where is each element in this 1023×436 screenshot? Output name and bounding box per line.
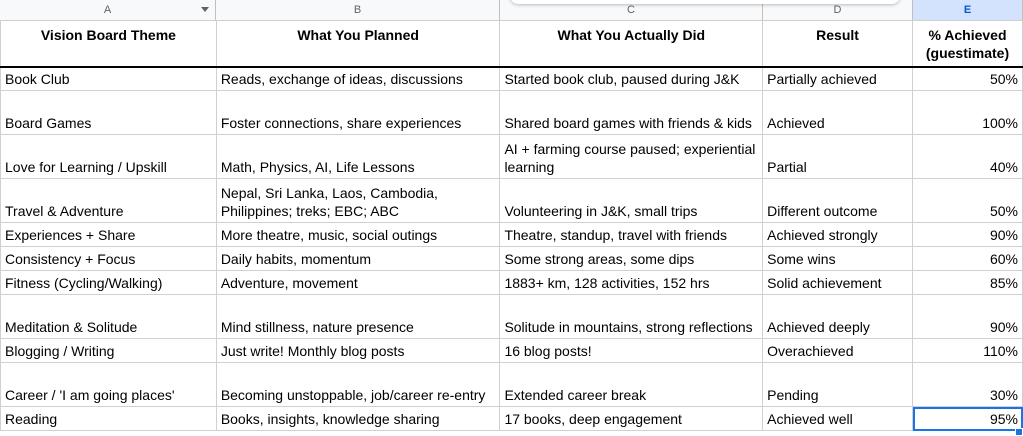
header-percent[interactable]: % Achieved (guestimate) <box>913 21 1023 67</box>
cell-result[interactable]: Achieved deeply <box>763 295 913 339</box>
cell-percent[interactable]: 40% <box>913 135 1023 179</box>
cell-actual[interactable]: Theatre, standup, travel with friends <box>500 223 763 247</box>
column-header-a[interactable] <box>0 0 216 20</box>
cell-planned[interactable]: Math, Physics, AI, Life Lessons <box>216 135 500 179</box>
table-row <box>1 135 1023 179</box>
cell-planned[interactable]: Foster connections, share experiences <box>216 91 500 135</box>
table-row <box>1 363 1023 407</box>
cell-planned[interactable]: Mind stillness, nature presence <box>216 295 500 339</box>
cell-theme[interactable]: Fitness (Cycling/Walking) <box>1 271 217 295</box>
cell-result[interactable]: Achieved <box>763 91 913 135</box>
cell-result[interactable]: Solid achievement <box>763 271 913 295</box>
cell-planned[interactable]: Just write! Monthly blog posts <box>216 339 500 363</box>
cell-theme[interactable]: Board Games <box>1 91 217 135</box>
cell-result[interactable]: Partially achieved <box>763 67 913 91</box>
cell-planned[interactable]: Adventure, movement <box>216 271 500 295</box>
table-row <box>1 271 1023 295</box>
cell-percent[interactable]: 50% <box>913 179 1023 223</box>
column-letter: B <box>353 4 362 16</box>
cell-theme[interactable]: Love for Learning / Upskill <box>1 135 217 179</box>
column-letter: D <box>833 4 842 16</box>
column-letter: A <box>103 4 112 16</box>
cell-theme[interactable]: Blogging / Writing <box>1 339 217 363</box>
cell-actual[interactable]: 16 blog posts! <box>500 339 763 363</box>
cell-theme[interactable]: Consistency + Focus <box>1 247 217 271</box>
cell-actual[interactable]: AI + farming course paused; experiential learning <box>500 135 763 179</box>
cell-percent[interactable]: 85% <box>913 271 1023 295</box>
header-row <box>1 21 1023 67</box>
cell-planned[interactable]: More theatre, music, social outings <box>216 223 500 247</box>
cell-result[interactable]: Overachieved <box>763 339 913 363</box>
cell-result[interactable]: Partial <box>763 135 913 179</box>
table-row <box>1 295 1023 339</box>
header-planned[interactable]: What You Planned <box>216 21 500 67</box>
table-row <box>1 247 1023 271</box>
column-menu-icon[interactable] <box>201 7 209 12</box>
table-row <box>1 179 1023 223</box>
table-row <box>1 67 1023 91</box>
column-header-b[interactable] <box>216 0 500 20</box>
cell-planned[interactable]: Nepal, Sri Lanka, Laos, Cambodia, Philippines; treks; EBC; ABC <box>216 179 500 223</box>
cell-actual[interactable]: Extended career break <box>500 363 763 407</box>
cell-planned[interactable]: Becoming unstoppable, job/career re-entry <box>216 363 500 407</box>
column-header-e[interactable] <box>913 0 1023 20</box>
cell-actual[interactable]: 17 books, deep engagement <box>500 407 763 431</box>
cell-theme[interactable]: Career / 'I am going places' <box>1 363 217 407</box>
column-header-bar <box>0 0 1023 21</box>
header-result[interactable]: Result <box>763 21 913 67</box>
cell-percent[interactable]: 90% <box>913 295 1023 339</box>
cell-percent[interactable]: 110% <box>913 339 1023 363</box>
cell-actual[interactable]: Shared board games with friends & kids <box>500 91 763 135</box>
cell-actual[interactable]: 1883+ km, 128 activities, 152 hrs <box>500 271 763 295</box>
table-row <box>1 407 1023 431</box>
cell-actual[interactable]: Started book club, paused during J&K <box>500 67 763 91</box>
cell-theme[interactable]: Reading <box>1 407 217 431</box>
cell-actual[interactable]: Volunteering in J&K, small trips <box>500 179 763 223</box>
header-theme[interactable]: Vision Board Theme <box>1 21 217 67</box>
cell-percent[interactable]: 60% <box>913 247 1023 271</box>
cell-theme[interactable]: Book Club <box>1 67 217 91</box>
cell-result[interactable]: Pending <box>763 363 913 407</box>
header-actual[interactable]: What You Actually Did <box>500 21 763 67</box>
cell-result[interactable]: Achieved strongly <box>763 223 913 247</box>
column-letter: E <box>963 4 972 16</box>
data-table <box>0 20 1023 431</box>
cell-percent-selected[interactable]: 95% <box>913 407 1023 431</box>
cell-result[interactable]: Some wins <box>763 247 913 271</box>
cell-planned[interactable]: Books, insights, knowledge sharing <box>216 407 500 431</box>
cell-percent[interactable]: 90% <box>913 223 1023 247</box>
cell-result[interactable]: Achieved well <box>763 407 913 431</box>
cell-theme[interactable]: Experiences + Share <box>1 223 217 247</box>
cell-actual[interactable]: Solitude in mountains, strong reflections <box>500 295 763 339</box>
cell-percent[interactable]: 50% <box>913 67 1023 91</box>
table-row <box>1 223 1023 247</box>
cell-theme[interactable]: Meditation & Solitude <box>1 295 217 339</box>
table-row <box>1 339 1023 363</box>
fill-handle[interactable] <box>1015 428 1023 436</box>
column-letter: C <box>627 4 635 16</box>
cell-percent[interactable]: 30% <box>913 363 1023 407</box>
cell-planned[interactable]: Reads, exchange of ideas, discussions <box>216 67 500 91</box>
cell-result[interactable]: Different outcome <box>763 179 913 223</box>
floating-toolbar-edge <box>510 0 900 4</box>
cell-actual[interactable]: Some strong areas, some dips <box>500 247 763 271</box>
cell-percent[interactable]: 100% <box>913 91 1023 135</box>
cell-theme[interactable]: Travel & Adventure <box>1 179 217 223</box>
cell-planned[interactable]: Daily habits, momentum <box>216 247 500 271</box>
table-row <box>1 91 1023 135</box>
